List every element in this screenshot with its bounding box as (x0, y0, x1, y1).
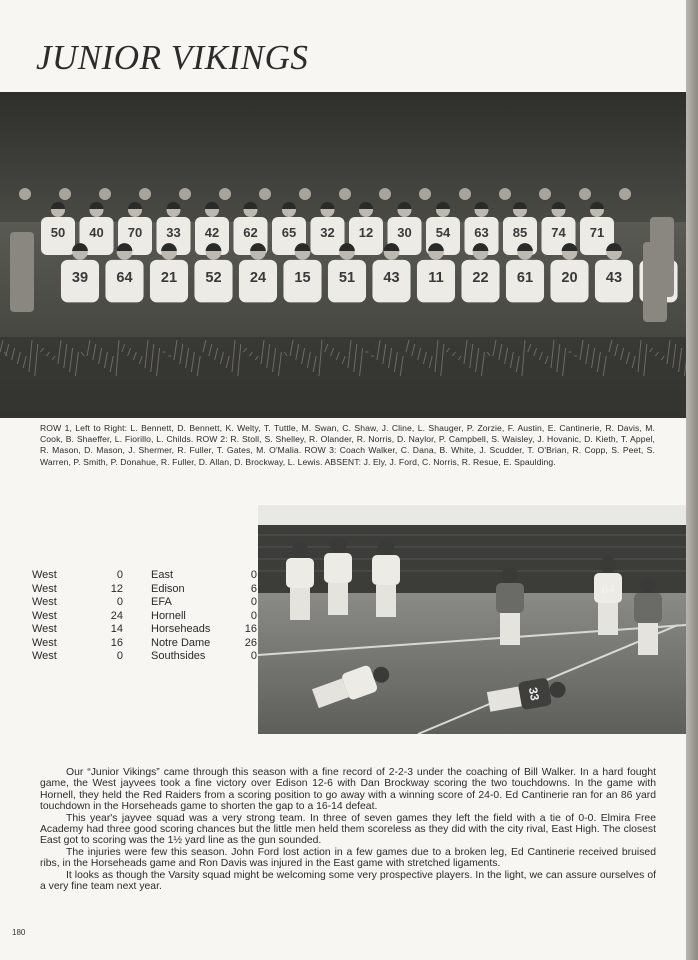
jersey-number: 33 (166, 225, 181, 240)
opponent-name: EFA (151, 596, 172, 608)
opponent-name: Notre Dame (151, 636, 211, 649)
player-head (139, 188, 151, 200)
jersey-number: 15 (294, 270, 311, 287)
player-head (299, 188, 311, 200)
player-head (179, 188, 191, 200)
story-paragraph: It looks as though the Varsity squad might be welcoming some very prospective players. In the light, we can assure ourselves of a very fine team next year. (40, 869, 656, 893)
team-name: West (32, 596, 57, 608)
player-head (459, 188, 471, 200)
jersey-number: 11 (428, 270, 444, 287)
player-head (419, 188, 431, 200)
player-head (219, 188, 231, 200)
player-head (499, 188, 511, 200)
player-head (539, 188, 551, 200)
jersey-number: 85 (512, 225, 528, 240)
opponent-name: Southsides (151, 650, 206, 662)
story-paragraph: The injuries were few this season. John Ford lost action in a few games due to a broken leg, Ed Cantinerie received bruised ribs, in the Horseheads game and Ron Davis was injured in the East game with stretched ligaments. (40, 846, 656, 870)
opponent-name: East (151, 569, 174, 581)
jersey-number: 39 (71, 270, 89, 287)
jersey-number: 61 (516, 270, 534, 287)
opponent-score: 26 (244, 636, 257, 649)
opponent-name: Hornell (151, 609, 186, 622)
player-head (19, 188, 31, 200)
bystander-figure (10, 232, 34, 312)
player-head (579, 188, 591, 200)
jersey-number: 74 (551, 225, 566, 240)
team-name: West (32, 623, 57, 635)
jersey-number: 32 (320, 225, 335, 240)
team-score: 14 (110, 623, 123, 635)
jersey-number: 70 (127, 225, 143, 240)
score-row (32, 637, 257, 651)
jersey-number: 43 (605, 270, 623, 287)
team-score: 24 (110, 609, 123, 622)
opponent-name: Edison (151, 582, 185, 595)
jersey-number: 63 (474, 225, 489, 240)
team-score: 0 (116, 569, 123, 581)
jersey-number: 12 (358, 225, 374, 240)
game-action-photo (258, 505, 686, 734)
story-paragraph: Our “Junior Vikings” came through this season with a fine record of 2-2-3 under the coaching of Bill Walker. In a hard fought game, the West jayvees took a fine victory over Edison 12-6 with Dan Brockway scoring the two touchdowns. In the game with Hornell, they held the Red Raiders from a scoring position to go away with a winning score of 24-0. Ed Cantinerie ran for an 86 yard touchdown in the Horseheads game to shorten the gap to a 16-14 defeat. (40, 767, 656, 813)
team-name: West (32, 582, 57, 595)
team-name: West (32, 609, 57, 622)
season-story (40, 767, 656, 892)
season-scores-table (32, 569, 257, 664)
score-row (32, 623, 257, 637)
page-title: JUNIOR VIKINGS (36, 38, 309, 77)
game-photo-image (258, 505, 686, 734)
team-score: 0 (116, 596, 123, 608)
jersey-number: 65 (281, 225, 297, 240)
jersey-number: 52 (205, 270, 222, 287)
jersey-number: 24 (249, 270, 267, 287)
opponent-score: 16 (244, 623, 257, 635)
opponent-score: 0 (250, 596, 257, 608)
opponent-score: 0 (250, 609, 257, 622)
player-head (99, 188, 111, 200)
jersey-number: 64 (116, 270, 133, 287)
team-caption: ROW 1, Left to Right: L. Bennett, D. Bennett, K. Welty, T. Tuttle, M. Swan, C. Shaw, J. Cline, L. Shauger, P. Zorzie, F. Austin, E. Cantinerie, R. Davis, M. Cook, B. Shaeffer, L. Fiorillo, L. Childs. ROW 2: R. Stoll, S. Shelley, R. Olander, R. Norris, D. Naylor, P. Campbell, S. Waisley, J. Hovanic, D. Kieth, T. Appel, R. Mason, D. Mason, J. Shermer, R. Fuller, T. Gates, M. O'Malia. ROW 3: Coach Walker, C. Dana, B. White, J. Scudder, T. O'Brian, R. Copp, S. Peet, S. Warren, P. Smith, P. Donahue, R. Fuller, D. Allan, D. Brockway, L. Lewis. ABSENT: J. Ely, J. Ford, C. Norris, R. Resue, E. Spaulding. (40, 423, 655, 467)
jersey-number: 54 (435, 225, 451, 240)
score-row (32, 610, 257, 624)
score-row (32, 650, 257, 664)
team-score: 12 (110, 582, 123, 595)
player-head (259, 188, 271, 200)
player-head (339, 188, 351, 200)
player-head (59, 188, 71, 200)
team-name: West (32, 650, 57, 662)
opponent-name: Horseheads (151, 623, 211, 635)
jersey-number: 21 (160, 270, 178, 287)
game-jersey-number: 84 (601, 582, 615, 596)
team-photo-image (0, 92, 686, 418)
team-score: 16 (110, 636, 123, 649)
page-number: 180 (12, 928, 26, 937)
opponent-score: 6 (250, 582, 257, 595)
jersey-number: 51 (338, 270, 356, 287)
team-name: West (32, 569, 57, 581)
team-score: 0 (116, 650, 123, 662)
jersey-number: 43 (383, 270, 400, 287)
opponent-score: 0 (250, 569, 257, 581)
player-head (619, 188, 631, 200)
jersey-number: 71 (589, 225, 605, 240)
jersey-number: 22 (472, 270, 489, 287)
player-head (379, 188, 391, 200)
score-row (32, 596, 257, 610)
story-paragraph: This year's jayvee squad was a very strong team. In three of seven games they left the field with a tie of 0-0. Elmira Free Academy had three good scoring chances but the little men held them scoreless as they did with the city rival, East High. The closest East got to scoring was the 1½ yard line as the gun sounded. (40, 812, 656, 847)
score-row (32, 569, 257, 583)
jersey-number: 40 (89, 225, 104, 240)
opponent-score: 0 (250, 650, 257, 662)
team-name: West (32, 636, 57, 649)
page-binding-edge (686, 0, 698, 960)
game-jersey-number: 33 (525, 686, 542, 702)
jersey-number: 30 (397, 225, 412, 240)
jersey-number: 42 (204, 225, 220, 240)
jersey-number: 20 (561, 270, 578, 287)
team-photo (0, 92, 686, 418)
jersey-number: 50 (50, 225, 66, 240)
jersey-number: 62 (243, 225, 258, 240)
bystander-figure (650, 217, 674, 297)
score-row (32, 583, 257, 597)
